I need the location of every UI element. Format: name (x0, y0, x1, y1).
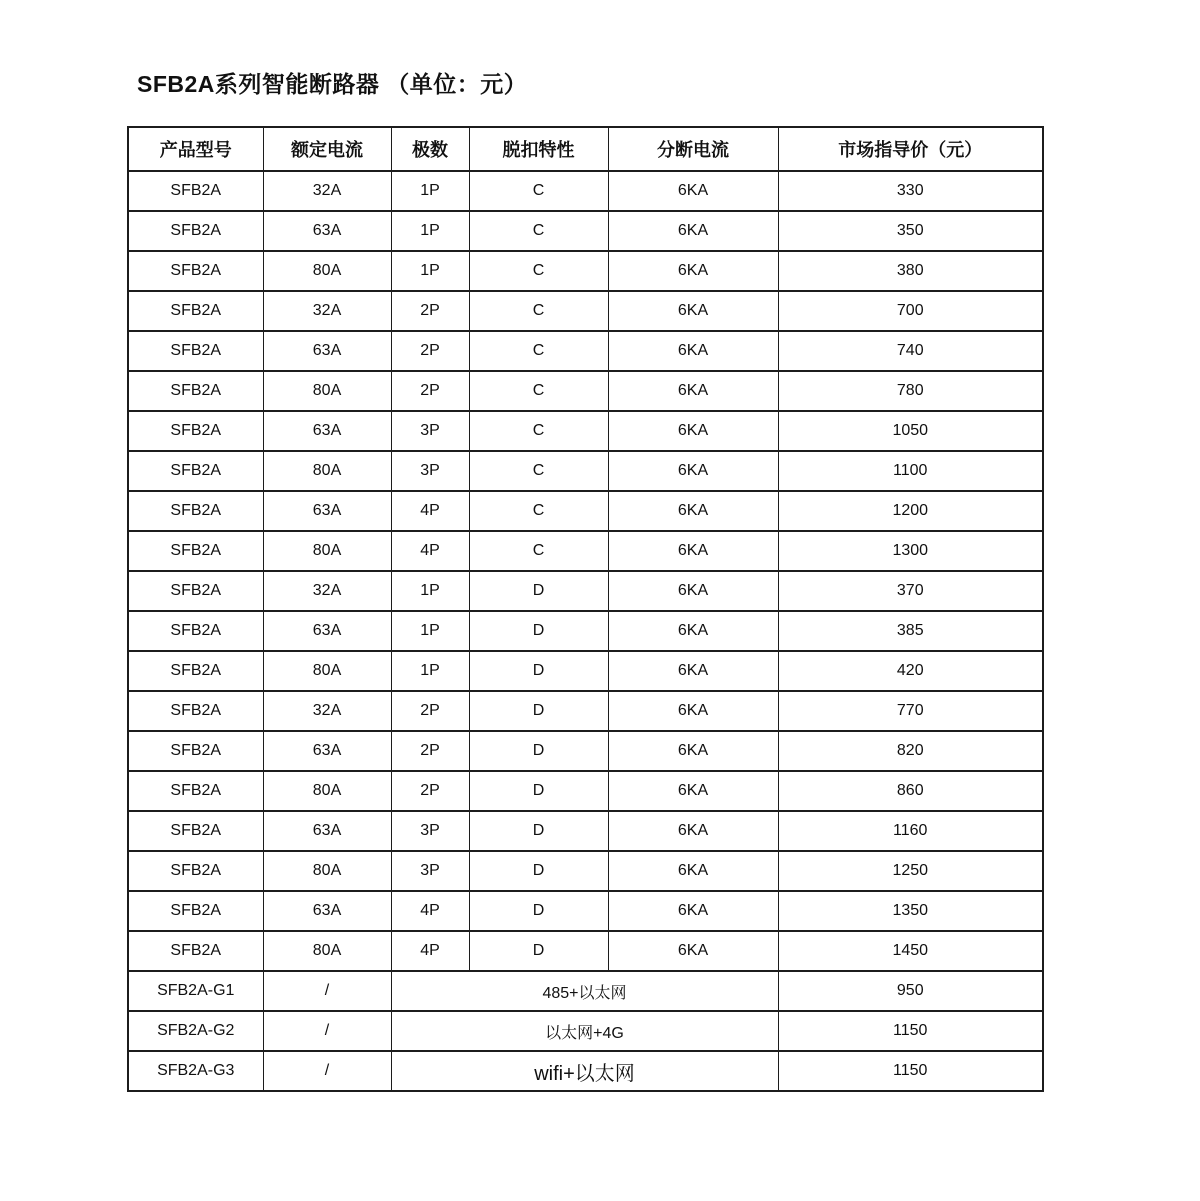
page-title: SFB2A系列智能断路器 （单位：元） (137, 71, 528, 97)
poles-cell: 1P (391, 611, 469, 651)
table-row-special (128, 971, 1043, 1011)
breaking-current-cell: 6KA (608, 331, 778, 371)
model-cell: SFB2A (128, 931, 263, 971)
rated-current-cell: 63A (263, 331, 391, 371)
table-row (128, 531, 1043, 571)
model-cell: SFB2A (128, 411, 263, 451)
breaking-current-cell: 6KA (608, 571, 778, 611)
table-row-special (128, 1051, 1043, 1091)
table-row (128, 451, 1043, 491)
model-cell: SFB2A (128, 251, 263, 291)
poles-cell: 3P (391, 411, 469, 451)
rated-current-cell: 63A (263, 611, 391, 651)
price-cell: 1350 (778, 891, 1043, 931)
model-cell: SFB2A (128, 811, 263, 851)
price-table (127, 126, 1044, 1092)
price-cell: 385 (778, 611, 1043, 651)
table-row (128, 651, 1043, 691)
table-row-special (128, 1011, 1043, 1051)
comm-feature-cell: 485+以太网 (391, 971, 778, 1011)
special-rows-body (128, 971, 1043, 1091)
trip-curve-cell: D (469, 691, 608, 731)
poles-cell: 2P (391, 731, 469, 771)
price-cell: 1450 (778, 931, 1043, 971)
price-cell: 1150 (778, 1051, 1043, 1091)
rated-current-cell: 32A (263, 571, 391, 611)
model-cell: SFB2A (128, 331, 263, 371)
breaking-current-cell: 6KA (608, 251, 778, 291)
poles-cell: 2P (391, 331, 469, 371)
poles-cell: 1P (391, 251, 469, 291)
table-row (128, 891, 1043, 931)
model-cell: SFB2A (128, 731, 263, 771)
comm-feature-cell: 以太网+4G (391, 1011, 778, 1051)
poles-cell: 3P (391, 851, 469, 891)
breaking-current-cell: 6KA (608, 451, 778, 491)
price-cell: 370 (778, 571, 1043, 611)
poles-cell: 1P (391, 171, 469, 211)
table-row (128, 811, 1043, 851)
rated-current-cell: 63A (263, 491, 391, 531)
poles-cell: 3P (391, 451, 469, 491)
price-cell: 1250 (778, 851, 1043, 891)
table-row (128, 331, 1043, 371)
table-row (128, 411, 1043, 451)
breaking-current-cell: 6KA (608, 651, 778, 691)
poles-cell: 3P (391, 811, 469, 851)
rated-current-cell: 63A (263, 811, 391, 851)
price-cell: 780 (778, 371, 1043, 411)
model-cell: SFB2A (128, 451, 263, 491)
model-cell: SFB2A-G1 (128, 971, 263, 1011)
col-header-poles: 极数 (391, 127, 469, 171)
trip-curve-cell: D (469, 611, 608, 651)
poles-cell: 2P (391, 691, 469, 731)
trip-curve-cell: D (469, 851, 608, 891)
model-cell: SFB2A (128, 291, 263, 331)
trip-curve-cell: D (469, 651, 608, 691)
poles-cell: 4P (391, 891, 469, 931)
rated-current-cell: 63A (263, 411, 391, 451)
col-header-rated-current: 额定电流 (263, 127, 391, 171)
rated-current-cell: 32A (263, 291, 391, 331)
breaking-current-cell: 6KA (608, 291, 778, 331)
breaking-current-cell: 6KA (608, 611, 778, 651)
price-cell: 700 (778, 291, 1043, 331)
trip-curve-cell: C (469, 451, 608, 491)
rated-current-cell: 63A (263, 211, 391, 251)
col-header-breaking-current: 分断电流 (608, 127, 778, 171)
breaking-current-cell: 6KA (608, 531, 778, 571)
price-cell: 860 (778, 771, 1043, 811)
poles-cell: 1P (391, 571, 469, 611)
model-cell: SFB2A (128, 371, 263, 411)
trip-curve-cell: C (469, 491, 608, 531)
trip-curve-cell: C (469, 371, 608, 411)
breaking-current-cell: 6KA (608, 811, 778, 851)
model-cell: SFB2A (128, 491, 263, 531)
rated-current-cell: 63A (263, 891, 391, 931)
trip-curve-cell: C (469, 211, 608, 251)
poles-cell: 4P (391, 491, 469, 531)
trip-curve-cell: C (469, 411, 608, 451)
trip-curve-cell: C (469, 531, 608, 571)
table-row (128, 611, 1043, 651)
trip-curve-cell: D (469, 891, 608, 931)
price-cell: 1050 (778, 411, 1043, 451)
model-cell: SFB2A (128, 171, 263, 211)
rated-current-cell: 80A (263, 451, 391, 491)
trip-curve-cell: D (469, 731, 608, 771)
model-cell: SFB2A (128, 691, 263, 731)
rated-current-cell: 80A (263, 931, 391, 971)
col-header-trip-curve: 脱扣特性 (469, 127, 608, 171)
price-cell: 330 (778, 171, 1043, 211)
table-row (128, 371, 1043, 411)
model-cell: SFB2A-G3 (128, 1051, 263, 1091)
model-cell: SFB2A (128, 571, 263, 611)
breaking-current-cell: 6KA (608, 411, 778, 451)
breaking-current-cell: 6KA (608, 771, 778, 811)
poles-cell: 1P (391, 211, 469, 251)
price-cell: 1200 (778, 491, 1043, 531)
model-cell: SFB2A (128, 531, 263, 571)
header-row (128, 127, 1043, 171)
comm-feature-cell: wifi+以太网 (391, 1051, 778, 1091)
poles-cell: 2P (391, 291, 469, 331)
trip-curve-cell: D (469, 571, 608, 611)
poles-cell: 4P (391, 531, 469, 571)
col-header-price: 市场指导价（元） (778, 127, 1043, 171)
price-cell: 380 (778, 251, 1043, 291)
rated-current-cell: 63A (263, 731, 391, 771)
trip-curve-cell: C (469, 291, 608, 331)
table-row (128, 731, 1043, 771)
breaking-current-cell: 6KA (608, 371, 778, 411)
rated-current-cell: / (263, 1011, 391, 1051)
rated-current-cell: 80A (263, 531, 391, 571)
breaking-current-cell: 6KA (608, 691, 778, 731)
breaking-current-cell: 6KA (608, 491, 778, 531)
table-row (128, 691, 1043, 731)
breaking-current-cell: 6KA (608, 931, 778, 971)
table-row (128, 771, 1043, 811)
trip-curve-cell: C (469, 171, 608, 211)
table-row (128, 251, 1043, 291)
standard-rows-body (128, 171, 1043, 971)
poles-cell: 2P (391, 371, 469, 411)
rated-current-cell: 80A (263, 371, 391, 411)
rated-current-cell: 80A (263, 251, 391, 291)
rated-current-cell: 32A (263, 171, 391, 211)
rated-current-cell: / (263, 971, 391, 1011)
breaking-current-cell: 6KA (608, 731, 778, 771)
model-cell: SFB2A (128, 771, 263, 811)
table-row (128, 931, 1043, 971)
price-cell: 740 (778, 331, 1043, 371)
trip-curve-cell: D (469, 931, 608, 971)
table-row (128, 291, 1043, 331)
price-cell: 770 (778, 691, 1043, 731)
rated-current-cell: 32A (263, 691, 391, 731)
price-cell: 820 (778, 731, 1043, 771)
price-cell: 1300 (778, 531, 1043, 571)
poles-cell: 1P (391, 651, 469, 691)
trip-curve-cell: C (469, 251, 608, 291)
price-cell: 1160 (778, 811, 1043, 851)
table-row (128, 571, 1043, 611)
model-cell: SFB2A (128, 211, 263, 251)
table-row (128, 851, 1043, 891)
price-cell: 1150 (778, 1011, 1043, 1051)
model-cell: SFB2A (128, 891, 263, 931)
model-cell: SFB2A (128, 851, 263, 891)
model-cell: SFB2A-G2 (128, 1011, 263, 1051)
price-cell: 420 (778, 651, 1043, 691)
col-header-model: 产品型号 (128, 127, 263, 171)
model-cell: SFB2A (128, 611, 263, 651)
trip-curve-cell: C (469, 331, 608, 371)
rated-current-cell: / (263, 1051, 391, 1091)
model-cell: SFB2A (128, 651, 263, 691)
breaking-current-cell: 6KA (608, 851, 778, 891)
breaking-current-cell: 6KA (608, 171, 778, 211)
breaking-current-cell: 6KA (608, 891, 778, 931)
trip-curve-cell: D (469, 771, 608, 811)
rated-current-cell: 80A (263, 651, 391, 691)
table-row (128, 491, 1043, 531)
poles-cell: 4P (391, 931, 469, 971)
rated-current-cell: 80A (263, 851, 391, 891)
price-cell: 950 (778, 971, 1043, 1011)
table-row (128, 171, 1043, 211)
price-cell: 1100 (778, 451, 1043, 491)
price-cell: 350 (778, 211, 1043, 251)
breaking-current-cell: 6KA (608, 211, 778, 251)
poles-cell: 2P (391, 771, 469, 811)
trip-curve-cell: D (469, 811, 608, 851)
table-row (128, 211, 1043, 251)
rated-current-cell: 80A (263, 771, 391, 811)
